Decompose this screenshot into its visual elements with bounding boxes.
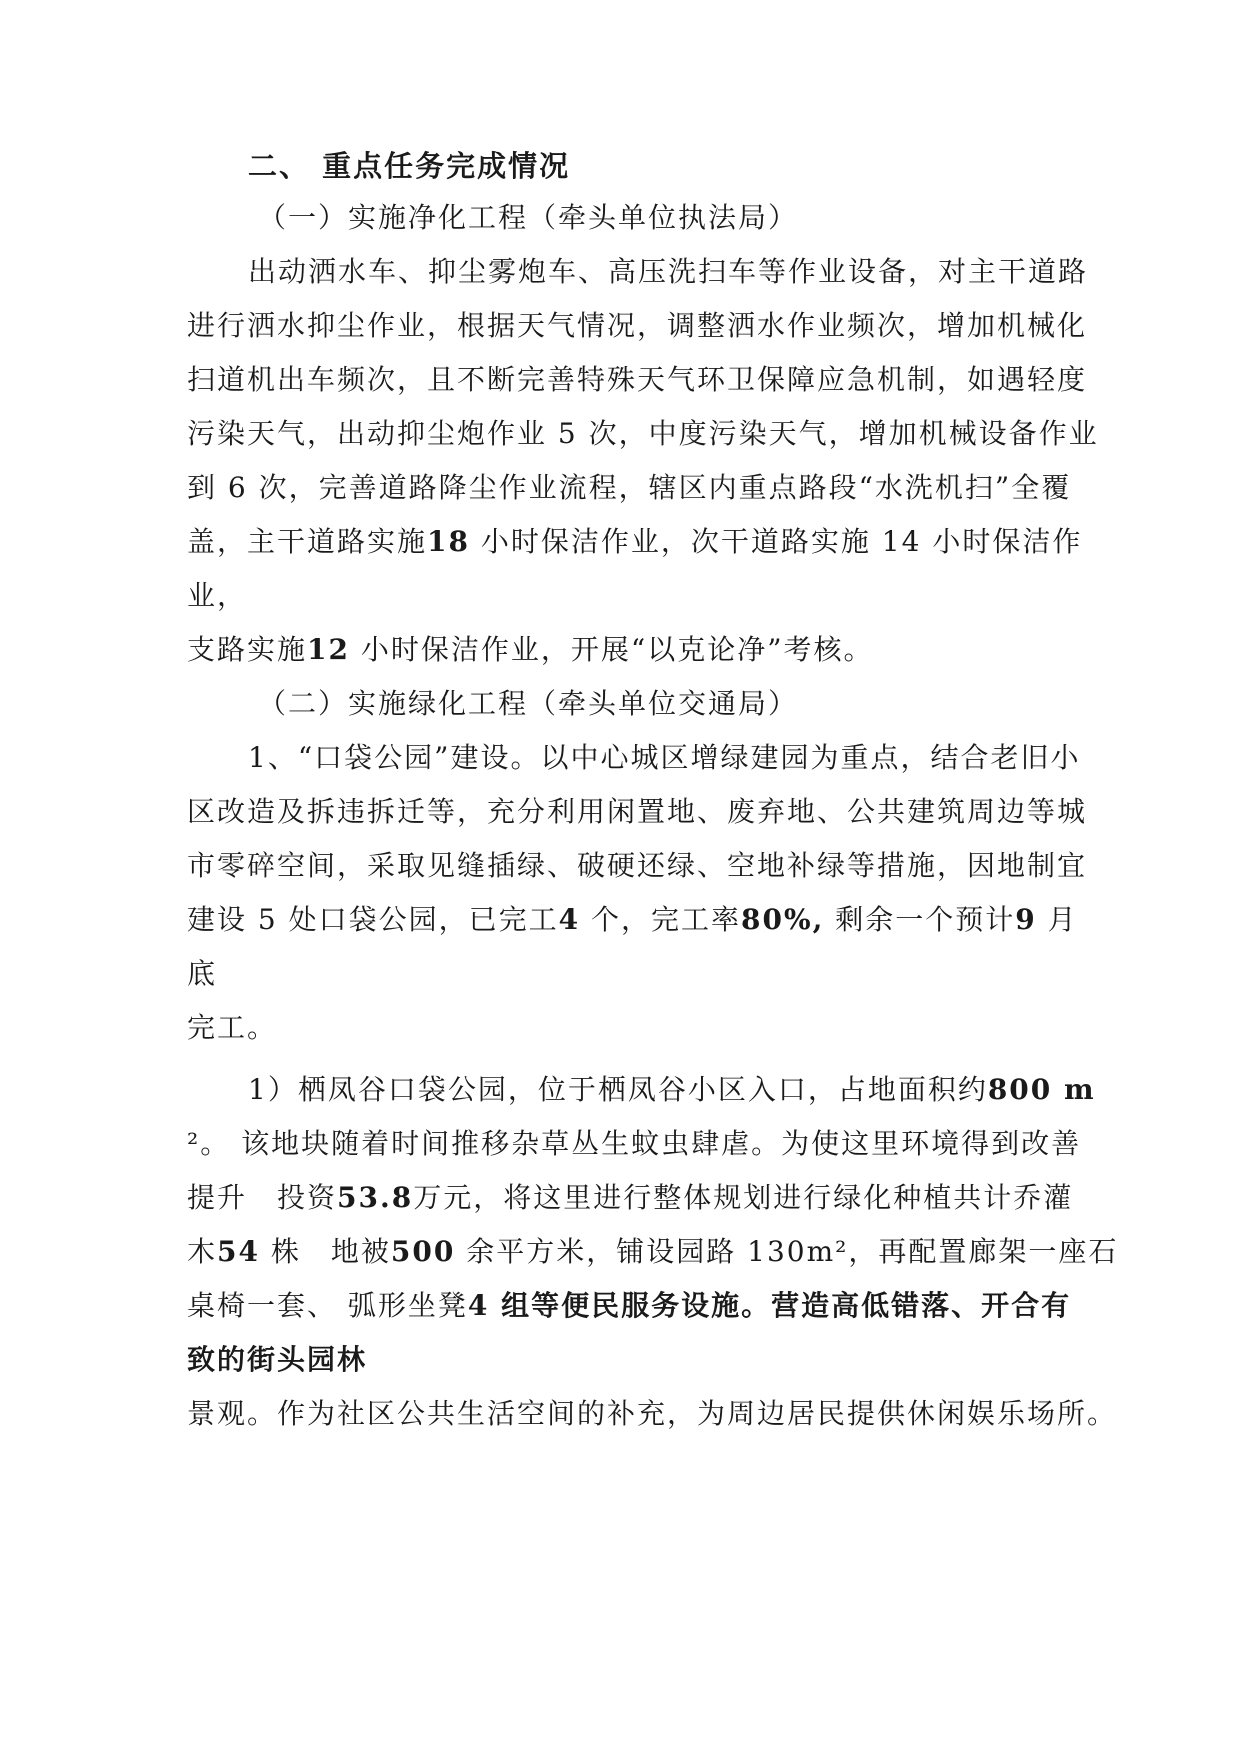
paragraph-line — [187, 1232, 1118, 1272]
paragraph-line: 市零碎空间，采取见缝插绿、破硬还绿、空地补绿等措施，因地制宜 — [187, 849, 1088, 882]
text-run: 桌椅一套、 弧形坐凳 — [187, 1289, 468, 1322]
paragraph-line: 区改造及拆违拆迁等，充分利用闲置地、废弃地、公共建筑周边等城 — [187, 795, 1088, 828]
text-run: 盖，主干道路实施 — [187, 525, 428, 558]
paragraph-line: 扫道机出车频次，且不断完善特殊天气环卫保障应急机制，如遇轻度 — [187, 363, 1088, 396]
text-run: 余平方米，铺设园路 130m²，再配置廊架一座石 — [455, 1235, 1119, 1268]
bold-number: 9 — [1015, 903, 1037, 936]
bold-number: 54 — [217, 1235, 260, 1268]
paragraph-line — [187, 522, 1082, 562]
paragraph-line: ²。 该地块随着时间推移杂草丛生蚊虫肆虐。为使这里环境得到改善 — [187, 1127, 1082, 1160]
paragraph-line: 景观。作为社区公共生活空间的补充，为周边居民提供休闲娱乐场所。 — [187, 1397, 1118, 1430]
text-run: 建设 5 处口袋公园，已完工 — [187, 903, 559, 936]
paragraph-line: 致的街头园林 — [187, 1343, 368, 1376]
text-run: 月 — [1036, 903, 1078, 936]
paragraph-line — [187, 630, 874, 670]
paragraph-line: 1、“口袋公园”建设。以中心城区增绿建园为重点，结合老旧小 — [248, 741, 1081, 774]
text-run: 1）栖凤谷口袋公园，位于栖凤谷小区入口，占地面积约 — [248, 1073, 988, 1106]
bold-number: 18 — [427, 525, 470, 558]
paragraph-line: 底 — [187, 957, 218, 990]
text-run: 木 — [187, 1235, 218, 1268]
paragraph-line: 到 6 次，完善道路降尘作业流程，辖区内重点路段“水洗机扫”全覆 — [187, 471, 1072, 504]
paragraph-line — [187, 1178, 1073, 1218]
bold-number: 12 — [307, 633, 350, 666]
bold-number: 4 — [558, 903, 581, 936]
text-run: 提升 投资 — [187, 1181, 338, 1214]
paragraph-line: 污染天气，出动抑尘炮作业 5 次，中度污染天气，增加机械设备作业 — [187, 417, 1099, 450]
bold-number: 500 — [390, 1235, 456, 1268]
text-run: 支路实施 — [187, 633, 308, 666]
paragraph-line: 完工。 — [187, 1011, 278, 1044]
paragraph-line: 进行洒水抑尘作业，根据天气情况，调整洒水作业频次，增加机械化 — [187, 309, 1088, 342]
paragraph-line — [187, 1286, 1071, 1326]
section-heading: 二、 重点任务完成情况 — [248, 149, 571, 183]
text-run: 万元，将这里进行整体规划进行绿化种植共计乔灌 — [413, 1181, 1074, 1214]
text-run: 小时保洁作业，次干道路实施 14 小时保洁作 — [469, 525, 1083, 558]
text-run: 个，完工率 — [580, 903, 742, 936]
text-run: 小时保洁作业，开展“以克论净”考核。 — [349, 633, 874, 666]
bold-number: 53.8 — [337, 1181, 414, 1214]
bold-number: 80%, — [741, 903, 825, 936]
text-run: 株 地被 — [259, 1235, 391, 1268]
paragraph-line — [248, 1070, 1096, 1110]
paragraph-line: 业， — [187, 579, 248, 612]
subsection-title-2: （二）实施绿化工程（牵头单位交通局） — [258, 687, 799, 720]
paragraph-line — [187, 900, 1078, 940]
bold-number: 800 m — [987, 1073, 1096, 1106]
bold-text: 4 组等便民服务设施。营造高低错落、开合有 — [467, 1289, 1072, 1322]
subsection-title-1: （一）实施净化工程（牵头单位执法局） — [258, 201, 799, 234]
paragraph-line: 出动洒水车、抑尘雾炮车、高压洗扫车等作业设备，对主干道路 — [248, 255, 1089, 288]
text-run: 剩余一个预计 — [824, 903, 1016, 936]
